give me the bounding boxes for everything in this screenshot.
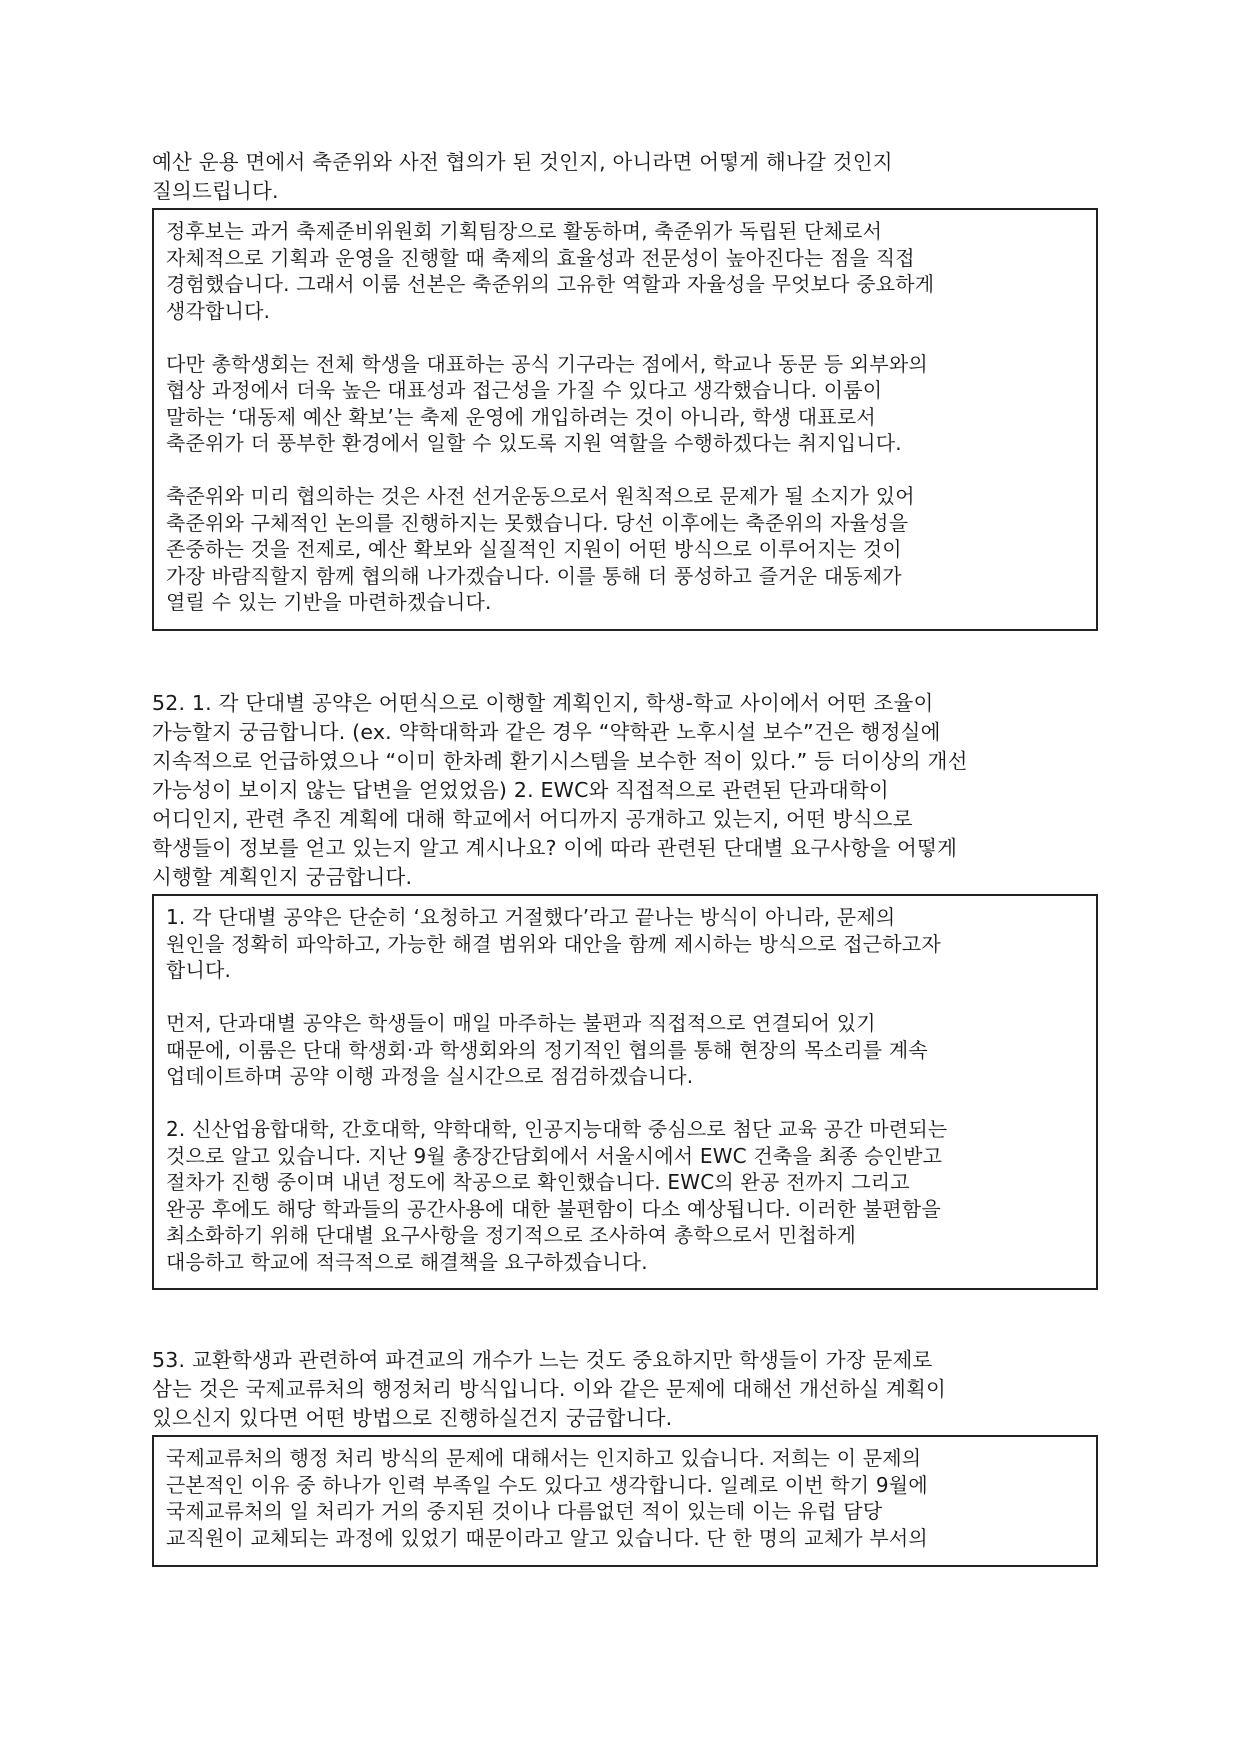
- question-line: 삼는 것은 국제교류처의 행정처리 방식입니다. 이와 같은 문제에 대해선 개선하실 계획이: [152, 1377, 946, 1401]
- answer-line: 축준위와 미리 협의하는 것은 사전 선거운동으로서 원칙적으로 문제가 될 소지가 있어: [166, 484, 915, 508]
- answer-paragraph: [166, 351, 1084, 457]
- answer-line: 합니다.: [166, 958, 232, 982]
- answer-line: 절차가 진행 중이며 내년 정도에 착공으로 확인했습니다. EWC의 완공 전까지 그리고: [166, 1170, 910, 1194]
- answer-line: 경험했습니다. 그래서 이룸 선본은 축준위의 고유한 역할과 자율성을 무엇보다 중요하게: [166, 272, 935, 296]
- answer-box: [152, 1435, 1098, 1567]
- answer-line: 원인을 정확히 파악하고, 가능한 해결 범위와 대안을 함께 제시하는 방식으로 접근하고자: [166, 931, 941, 956]
- answer-line: 축준위가 더 풍부한 환경에서 일할 수 있도록 지원 역할을 수행하겠다는 취지입니다.: [166, 431, 902, 455]
- answer-line: 정후보는 과거 축제준비위원회 기획팀장으로 활동하며, 축준위가 독립된 단체로서: [166, 219, 883, 243]
- question-line: 시행할 계획인지 궁금합니다.: [152, 865, 413, 889]
- answer-line: 생각합니다.: [166, 298, 271, 323]
- answer-line: 가장 바람직할지 함께 협의해 나가겠습니다. 이를 통해 더 풍성하고 즐거운 대동제가: [166, 563, 902, 588]
- question-line: 예산 운용 면에서 축준위와 사전 협의가 된 것인지, 아니라면 어떻게 해나갈 것인지: [152, 150, 893, 174]
- answer-line: 다만 총학생회는 전체 학생을 대표하는 공식 기구라는 점에서, 학교나 동문 등 외부와의: [166, 351, 928, 376]
- answer-line: 축준위와 구체적인 논의를 진행하지는 못했습니다. 당선 이후에는 축준위의 자율성을: [166, 510, 909, 535]
- question-line: 질의드립니다.: [152, 179, 279, 203]
- answer-box: [152, 208, 1098, 631]
- answer-paragraph: [166, 1116, 1084, 1275]
- answer-line: 국제교류처의 행정 처리 방식의 문제에 대해서는 인지하고 있습니다. 저희는 이 문제의: [166, 1446, 922, 1470]
- answer-line: 업데이트하며 공약 이행 과정을 실시간으로 점검하겠습니다.: [166, 1064, 694, 1088]
- answer-paragraph: [166, 218, 1084, 324]
- answer-line: 자체적으로 기획과 운영을 진행할 때 축제의 효율성과 전문성이 높아진다는 점을 직접: [166, 245, 915, 270]
- answer-line: 협상 과정에서 더욱 높은 대표성과 접근성을 가질 수 있다고 생각했습니다. 이룸이: [166, 378, 883, 402]
- answer-line: 근본적인 이유 중 하나가 인력 부족일 수도 있다고 생각합니다. 일례로 이번 학기 9월에: [166, 1472, 928, 1497]
- question-line: 가능할지 궁금합니다. (ex. 약학대학과 같은 경우 “약학관 노후시설 보수”건은 행정실에: [152, 720, 941, 744]
- answer-line: 때문에, 이룸은 단대 학생회·과 학생회와의 정기적인 협의를 통해 현장의 목소리를 계속: [166, 1037, 928, 1062]
- answer-paragraph: [166, 1010, 1084, 1090]
- question-line: 학생들이 정보를 얻고 있는지 알고 계시나요? 이에 따라 관련된 단대별 요구사항을 어떻게: [152, 836, 958, 860]
- answer-line: 열릴 수 있는 기반을 마련하겠습니다.: [166, 590, 492, 614]
- document-page: [152, 148, 1098, 1567]
- answer-line: 국제교류처의 일 처리가 거의 중지된 것이나 다름없던 적이 있는데 이는 유럽 담당: [166, 1499, 883, 1523]
- answer-line: 최소화하기 위해 단대별 요구사항을 정기적으로 조사하여 총학으로서 민첩하게: [166, 1223, 857, 1247]
- question-block: [152, 1346, 1098, 1433]
- question-line: 53. 교환학생과 관련하여 파견교의 개수가 느는 것도 중요하지만 학생들이 가장 문제로: [152, 1348, 933, 1372]
- question-line: 가능성이 보이지 않는 답변을 얻었었음) 2. EWC와 직접적으로 관련된 단과대학이: [152, 778, 889, 802]
- question-block: [152, 148, 1098, 206]
- answer-line: 먼저, 단과대별 공약은 학생들이 매일 마주하는 불편과 직접적으로 연결되어 있기: [166, 1011, 876, 1035]
- answer-line: 1. 각 단대별 공약은 단순히 ‘요청하고 거절했다’라고 끝나는 방식이 아니라, 문제의: [166, 905, 896, 929]
- answer-line: 대응하고 학교에 적극적으로 해결책을 요구하겠습니다.: [166, 1249, 648, 1274]
- answer-paragraph: [166, 904, 1084, 984]
- question-line: 지속적으로 언급하였으나 “이미 한차례 환기시스템을 보수한 적이 있다.” 등 더이상의 개선: [152, 749, 968, 773]
- answer-line: 완공 후에도 해당 학과들의 공간사용에 대한 불편함이 다소 예상됩니다. 이러한 불편함을: [166, 1196, 941, 1221]
- answer-box: [152, 894, 1098, 1290]
- question-line: 52. 1. 각 단대별 공약은 어떤식으로 이행할 계획인지, 학생-학교 사이에서 어떤 조율이: [152, 691, 934, 715]
- answer-line: 것으로 알고 있습니다. 지난 9월 총장간담회에서 서울시에서 EWC 건축을 최종 승인받고: [166, 1143, 943, 1168]
- answer-paragraph: [166, 1445, 1084, 1551]
- answer-line: 2. 신산업융합대학, 간호대학, 약학대학, 인공지능대학 중심으로 첨단 교육 공간 마련되는: [166, 1117, 948, 1141]
- question-line: 어디인지, 관련 추진 계획에 대해 학교에서 어디까지 공개하고 있는지, 어떤 방식으로: [152, 807, 913, 831]
- answer-line: 교직원이 교체되는 과정에 있었기 때문이라고 알고 있습니다. 단 한 명의 교체가 부서의: [166, 1525, 928, 1550]
- answer-line: 존중하는 것을 전제로, 예산 확보와 실질적인 지원이 어떤 방식으로 이루어지는 것이: [166, 537, 902, 561]
- answer-paragraph: [166, 483, 1084, 616]
- question-line: 있으신지 있다면 어떤 방법으로 진행하실건지 궁금합니다.: [152, 1406, 673, 1430]
- answer-line: 말하는 ‘대동제 예산 확보’는 축제 운영에 개입하려는 것이 아니라, 학생 대표로서: [166, 404, 876, 429]
- question-block: [152, 689, 1098, 892]
